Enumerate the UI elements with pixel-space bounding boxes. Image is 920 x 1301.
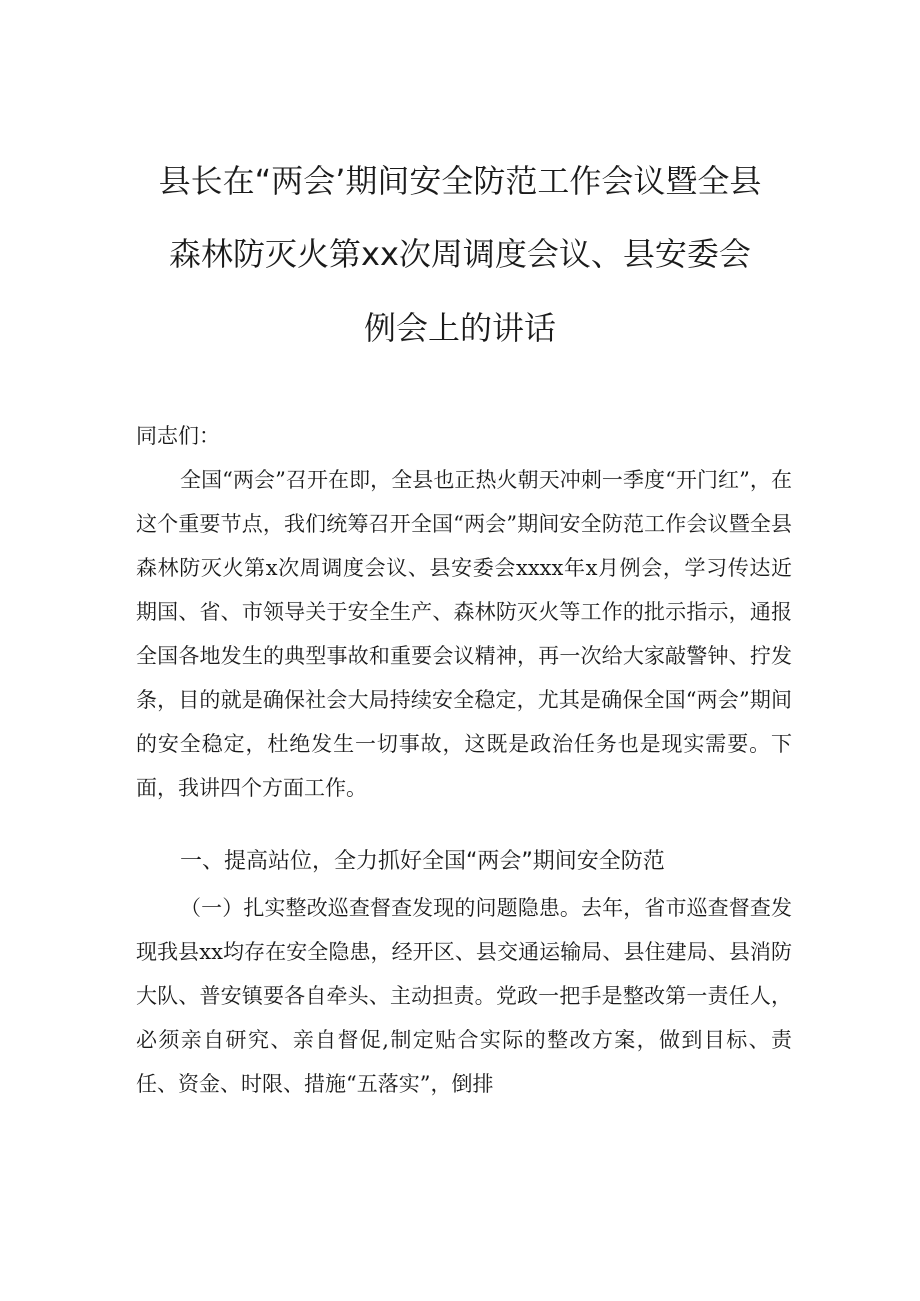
section-heading-1: 一、提高站位，全力抓好全国“两会”期间安全防范 — [180, 849, 665, 874]
salutation: 同志们： — [136, 424, 220, 448]
title-line-2: 森林防灭火第xx次周调度会议、县安委会 — [169, 235, 751, 273]
paragraph-intro: 全国“两会”召开在即，全县也正热火朝天冲刺一季度“开门红”，在这个重要节点，我们统筹召开全国“两会”期间安全防范工作会议暨全县森林防灭火第x次周调度会议、县安委会xxxx年x月例会，学习传达近期国、省、市领导关于安全生产、森林防灭火等工作的批示指示，通报全国各地发生的典型事故和重要会议精神，再一次给大家敲警钟、拧发条，目的就是确保社会大局持续安全稳定，尤其是确保全国“两会”期间的安全稳定，杜绝发生一切事故，这既是政治任务也是现实需要。下面，我讲四个方面工作。 — [136, 468, 792, 800]
paragraph-section-1-item-1: （一）扎实整改巡查督查发现的问题隐患。去年，省市巡查督查发现我县xx均存在安全隐患，经开区、县交通运输局、县住建局、县消防大队、普安镇要各自牵头、主动担责。党政一把手是整改第一责任人，必须亲自研究、亲自督促,制定贴合实际的整改方案，做到目标、责任、资金、时限、措施“五落实”，倒排 — [136, 896, 792, 1096]
title-line-1: 县长在“两会’期间安全防范工作会议暨全县 — [158, 162, 762, 200]
title-line-3: 例会上的讲话 — [363, 309, 556, 347]
